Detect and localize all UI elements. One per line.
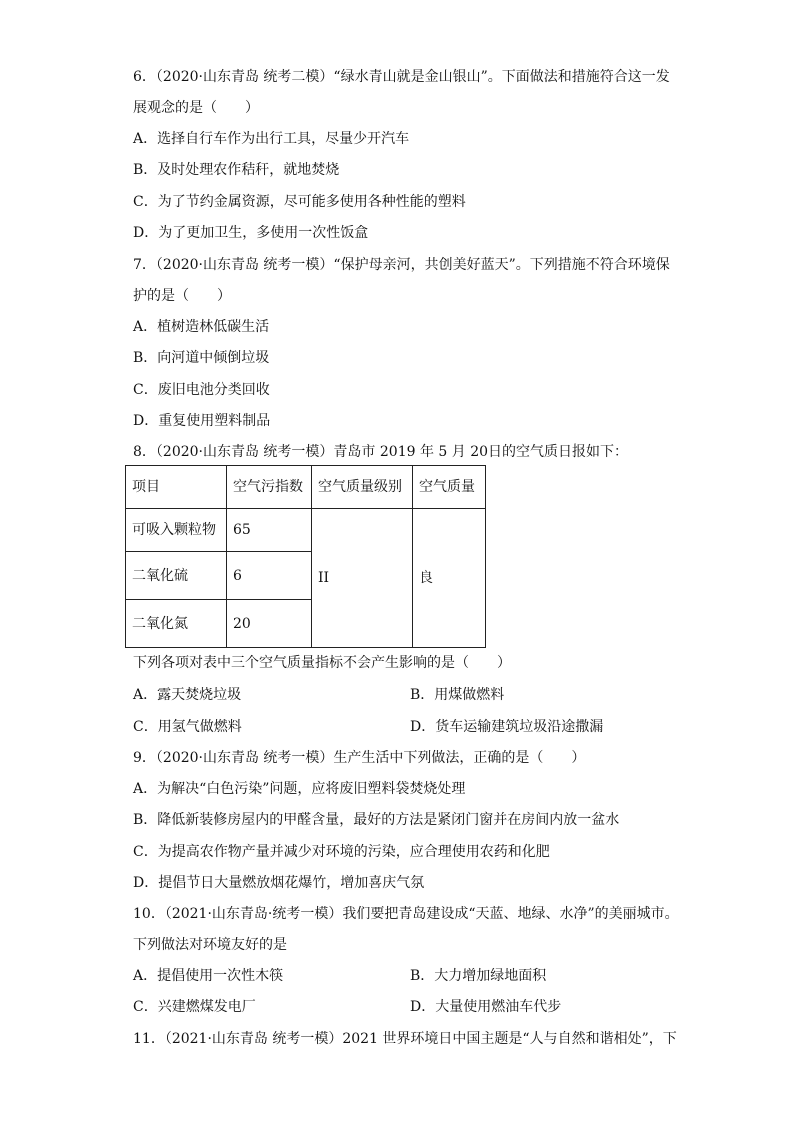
- table-header-quality: 空气质量: [413, 466, 486, 509]
- table-cell-item: 二氧化硫: [126, 552, 227, 600]
- q8-option-d: D．货车运输建筑垃圾沿途撒漏: [410, 719, 604, 735]
- q6-option-d: D．为了更加卫生，多使用一次性饭盒: [133, 225, 369, 241]
- table-header-index: 空气污指数: [227, 466, 312, 509]
- table-cell-quality: 良: [413, 509, 486, 648]
- q7-stem-line1: 7．（2020·山东青岛 统考一模）“保护母亲河，共创美好蓝天”。下列措施不符合环境保: [133, 257, 670, 273]
- q6-option-a: A．选择自行车作为出行工具，尽量少开汽车: [133, 131, 410, 147]
- table-cell-level: II: [312, 509, 413, 648]
- q9-option-b: B．降低新装修房屋内的甲醛含量，最好的方法是紧闭门窗并在房间内放一盆水: [133, 812, 620, 828]
- table-header-row: [126, 466, 486, 509]
- q8-stem: 8．（2020·山东青岛 统考一模）青岛市 2019 年 5 月 20日的空气质日报如下：: [133, 444, 629, 460]
- q7-option-d: D．重复使用塑料制品: [133, 413, 271, 429]
- q7-option-b: B．向河道中倾倒垃圾: [133, 350, 270, 366]
- q6-option-b: B．及时处理农作秸秆，就地焚烧: [133, 162, 340, 178]
- table-cell-item: 二氧化氮: [126, 600, 227, 648]
- q6-stem-line2: 展观念的是（ ）: [133, 100, 259, 116]
- q11-stem: 11．（2021·山东青岛 统考一模）2021 世界环境日中国主题是“人与自然和谐相处”，下: [133, 1031, 677, 1047]
- table-cell-index: 65: [227, 509, 312, 552]
- q8-option-a: A．露天焚烧垃圾: [133, 687, 242, 703]
- q9-stem: 9．（2020·山东青岛 统考一模）生产生活中下列做法，正确的是（ ）: [133, 750, 586, 766]
- q9-option-c: C．为提高农作物产量并减少对环境的污染，应合理使用农药和化肥: [133, 844, 550, 860]
- table-cell-item: 可吸入颗粒物: [126, 509, 227, 552]
- q8-option-c: C．用氢气做燃料: [133, 719, 242, 735]
- q8-option-b: B．用煤做燃料: [410, 687, 505, 703]
- table-row: [126, 509, 486, 552]
- q7-option-c: C．废旧电池分类回收: [133, 382, 270, 398]
- q10-option-d: D．大量使用燃油车代步: [410, 999, 562, 1015]
- q10-option-c: C．兴建燃煤发电厂: [133, 999, 256, 1015]
- q8-question: 下列各项对表中三个空气质量指标不会产生影响的是（ ）: [133, 655, 511, 671]
- table-header-item: 项目: [126, 466, 227, 509]
- q10-stem-line1: 10．（2021·山东青岛·统考一模）我们要把青岛建设成“天蓝、地绿、水净”的美丽城市。: [133, 906, 679, 922]
- table-cell-index: 6: [227, 552, 312, 600]
- q10-option-a: A．提倡使用一次性木筷: [133, 968, 284, 984]
- air-quality-table: [125, 465, 486, 648]
- q7-option-a: A．植树造林低碳生活: [133, 319, 270, 335]
- q9-option-a: A．为解决“白色污染”问题，应将废旧塑料袋焚烧处理: [133, 781, 466, 797]
- q6-stem-line1: 6．（2020·山东青岛 统考二模）“绿水青山就是金山银山”。下面做法和措施符合这一发: [133, 69, 670, 85]
- q10-stem-line2: 下列做法对环境友好的是: [133, 937, 287, 953]
- table-cell-index: 20: [227, 600, 312, 648]
- q10-option-b: B．大力增加绿地面积: [410, 968, 547, 984]
- q6-option-c: C．为了节约金属资源，尽可能多使用各种性能的塑料: [133, 194, 466, 210]
- q7-stem-line2: 护的是（ ）: [133, 288, 231, 304]
- table-header-level: 空气质量级别: [312, 466, 413, 509]
- q9-option-d: D．提倡节日大量燃放烟花爆竹，增加喜庆气氛: [133, 875, 425, 891]
